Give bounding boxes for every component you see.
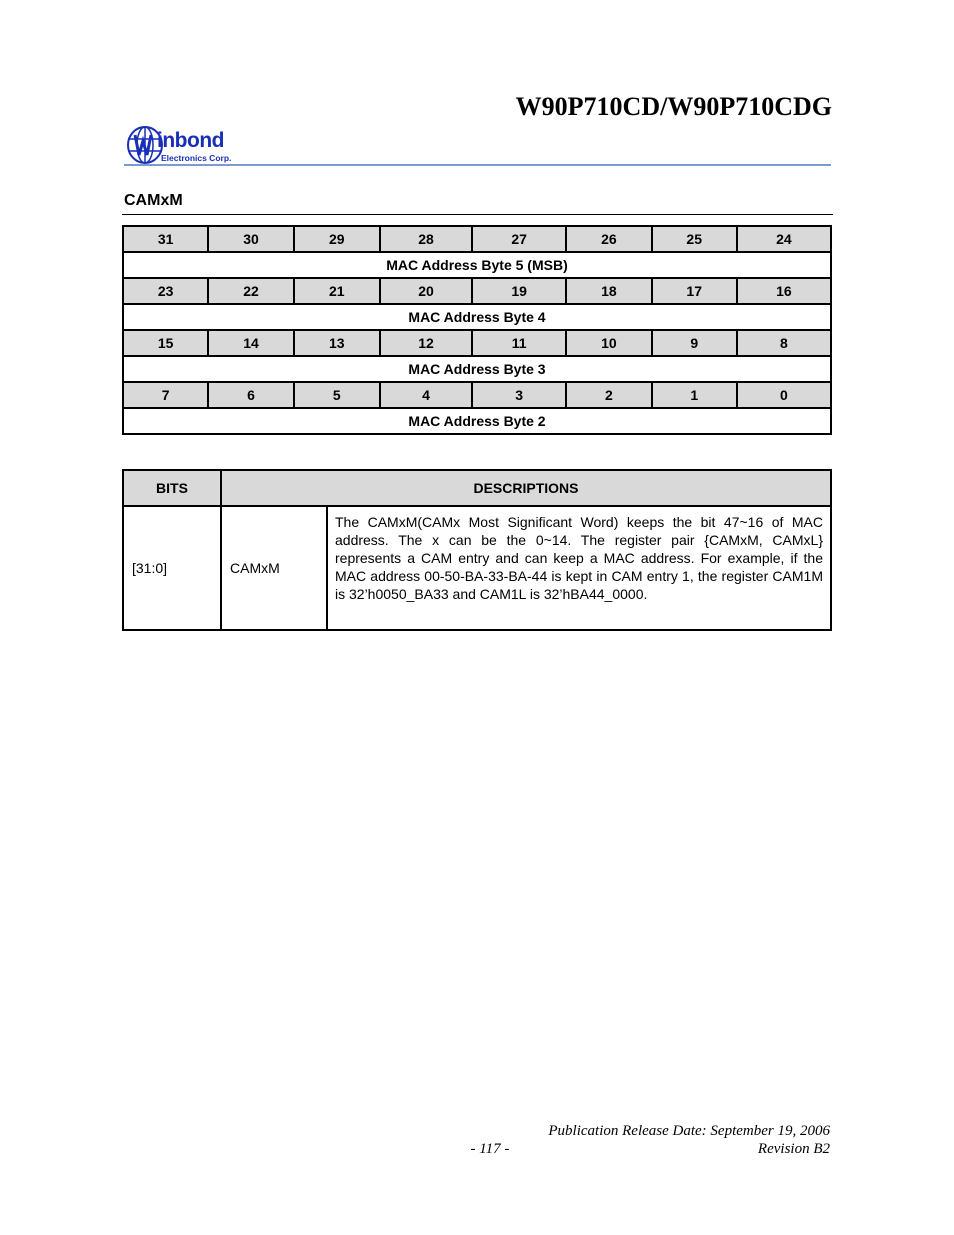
bit-number-cell: 3 (472, 382, 566, 408)
bits-header: BITS (123, 470, 221, 506)
bit-number-row (123, 330, 831, 356)
logo-subtitle: Electronics Corp. (161, 153, 232, 163)
bit-number-cell: 30 (208, 226, 293, 252)
bit-number-cell: 27 (472, 226, 566, 252)
register-bit-table (122, 225, 832, 435)
publication-date: Publication Release Date: September 19, 2006 (548, 1123, 830, 1139)
bit-number-cell: 16 (737, 278, 831, 304)
revision: Revision B2 (757, 1141, 830, 1157)
bit-number-cell: 17 (652, 278, 737, 304)
bit-number-cell: 29 (294, 226, 380, 252)
bit-number-cell: 19 (472, 278, 566, 304)
bit-number-cell: 26 (566, 226, 651, 252)
bit-number-cell: 10 (566, 330, 651, 356)
bit-number-cell: 4 (380, 382, 472, 408)
bit-number-cell: 13 (294, 330, 380, 356)
bit-number-cell: 22 (208, 278, 293, 304)
bit-number-row (123, 382, 831, 408)
bit-number-cell: 14 (208, 330, 293, 356)
descriptions-header: DESCRIPTIONS (221, 470, 831, 506)
page-number: - 117 - (470, 1141, 510, 1157)
bit-number-row (123, 226, 831, 252)
bit-number-cell: 1 (652, 382, 737, 408)
field-label-cell: MAC Address Byte 4 (123, 304, 831, 330)
bit-number-cell: 24 (737, 226, 831, 252)
bit-number-cell: 31 (123, 226, 208, 252)
bit-number-cell: 0 (737, 382, 831, 408)
bit-range: [31:0] (123, 506, 221, 630)
bit-number-cell: 11 (472, 330, 566, 356)
field-row (123, 304, 831, 330)
winbond-logo (127, 125, 257, 167)
bit-number-cell: 28 (380, 226, 472, 252)
bit-number-row (123, 278, 831, 304)
bit-number-cell: 20 (380, 278, 472, 304)
bit-number-cell: 8 (737, 330, 831, 356)
bit-number-cell: 5 (294, 382, 380, 408)
description-row (123, 506, 831, 630)
bit-description-table (122, 469, 832, 631)
bit-number-cell: 18 (566, 278, 651, 304)
bit-number-cell: 9 (652, 330, 737, 356)
description-header-row (123, 470, 831, 506)
field-row (123, 408, 831, 434)
bit-number-cell: 7 (123, 382, 208, 408)
bit-number-cell: 6 (208, 382, 293, 408)
field-label-cell: MAC Address Byte 2 (123, 408, 831, 434)
section-title: CAMxM (124, 192, 183, 209)
bit-number-cell: 2 (566, 382, 651, 408)
field-name: CAMxM (221, 506, 327, 630)
field-row (123, 252, 831, 278)
logo-wordmark: inbond (157, 129, 224, 152)
bit-number-cell: 25 (652, 226, 737, 252)
header-divider (124, 164, 831, 166)
bit-number-cell: 21 (294, 278, 380, 304)
document-title: W90P710CD/W90P710CDG (515, 92, 832, 121)
field-row (123, 356, 831, 382)
section-divider (122, 214, 833, 215)
field-label-cell: MAC Address Byte 3 (123, 356, 831, 382)
field-description: The CAMxM(CAMx Most Significant Word) keeps the bit 47~16 of MAC address. The x can be the 0~14. The register pair {CAMxM, CAMxL} represents a CAM entry and can keep a MAC address. For example, if the MAC address 00-50-BA-33-BA-44 is kept in CAM entry 1, the register CAM1M is 32’h0050_BA33 and CAM1L is 32’hBA44_0000. (327, 506, 831, 630)
field-label-cell: MAC Address Byte 5 (MSB) (123, 252, 831, 278)
bit-number-cell: 12 (380, 330, 472, 356)
bit-number-cell: 15 (123, 330, 208, 356)
bit-number-cell: 23 (123, 278, 208, 304)
